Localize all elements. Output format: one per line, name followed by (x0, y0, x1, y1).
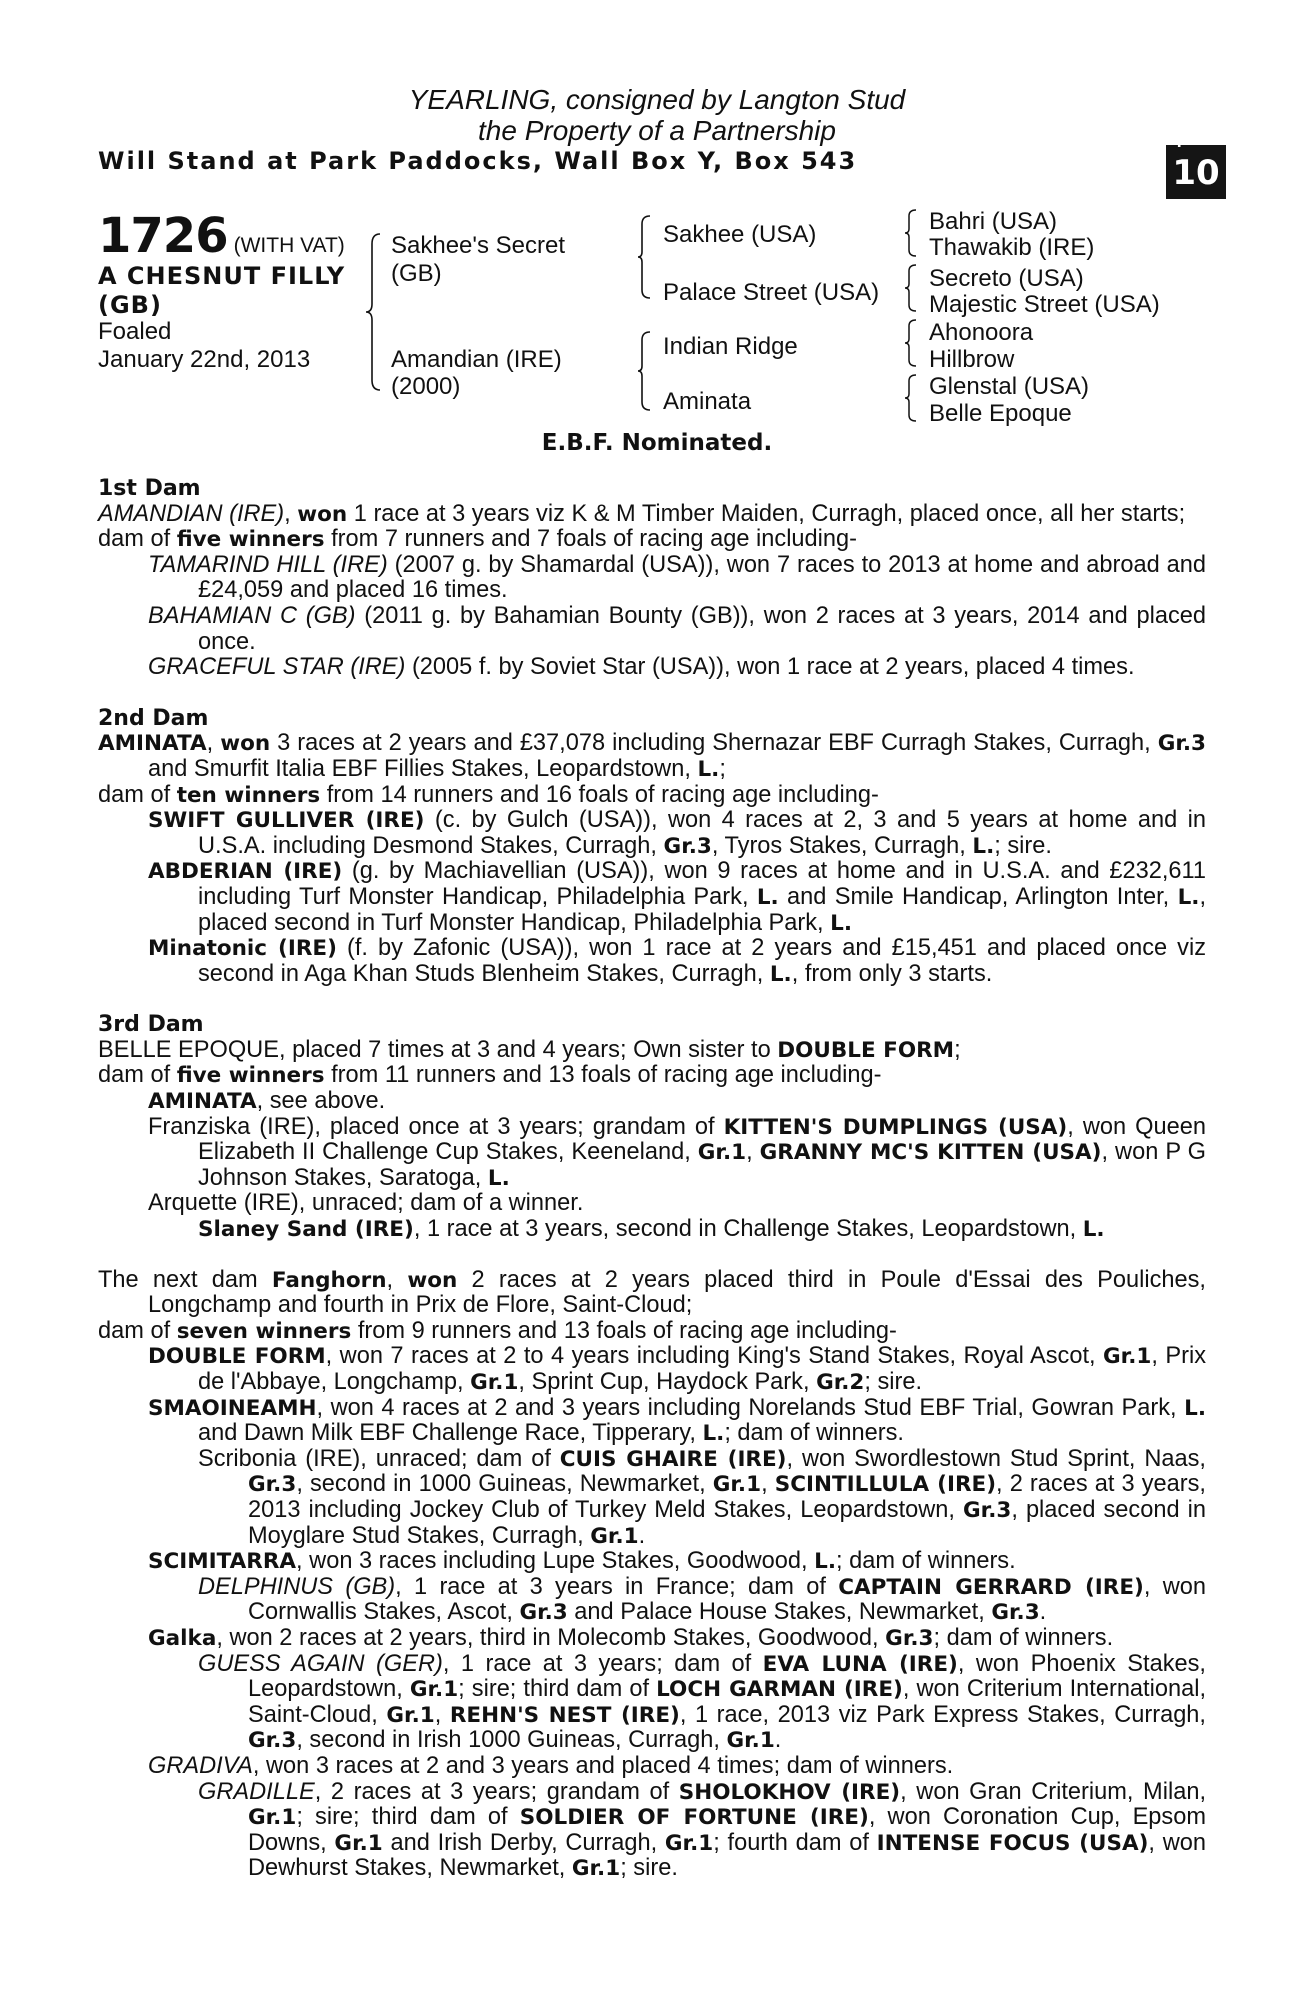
text: won (220, 731, 271, 757)
text: L. (1184, 1395, 1206, 1421)
text: ; sire. (994, 832, 1052, 859)
text: Gr.1 (1103, 1344, 1152, 1370)
text: Gr.1 (248, 1805, 297, 1831)
text: Gr.3 (963, 1497, 1012, 1523)
pedigree-g8: Belle Epoque (929, 400, 1072, 427)
list-item (98, 1652, 1206, 1754)
dam-name: AMANDIAN (IRE) (98, 500, 285, 527)
foaled-date: January 22nd, 2013 (98, 346, 311, 373)
text: ; (954, 1036, 961, 1063)
text: , won 7 races at 2 to 4 years including King's Stand Stakes, Royal Ascot, (325, 1343, 1104, 1370)
text: and Irish Derby, Curragh, (382, 1829, 665, 1856)
text: L. (769, 961, 792, 987)
text: , won Queen Elizabeth II Challenge Cup Stakes, Keeneland, (198, 1113, 1206, 1166)
first-dam-record (98, 502, 1206, 528)
pedigree-g4: Majestic Street (USA) (929, 291, 1160, 318)
text: KITTEN'S DUMPLINGS (USA) (723, 1114, 1068, 1140)
text: CUIS GHAIRE (IRE) (559, 1446, 787, 1472)
text: ; fourth dam of (713, 1829, 877, 1856)
text: , won Gran Criterium, Milan, (900, 1778, 1206, 1805)
list-item (98, 1549, 1206, 1575)
text: , second in 1000 Guineas, Newmarket, (296, 1471, 713, 1498)
pedigree-bracket-g2 (904, 262, 920, 314)
text: won (297, 501, 348, 527)
pedigree-g6: Hillbrow (929, 346, 1015, 373)
text: Gr.1 (386, 1702, 435, 1728)
foaled-label: Foaled (98, 318, 172, 345)
text: ; dam of winners. (933, 1624, 1114, 1651)
badge-10 (1166, 128, 1226, 199)
text: Fanghorn (271, 1267, 387, 1293)
list-item (98, 1575, 1206, 1626)
pedigree-dam-sire: Indian Ridge (663, 333, 798, 360)
list-item (98, 553, 1206, 604)
text: ; dam of winners. (836, 1548, 1016, 1575)
text: Gr.3 (519, 1600, 568, 1626)
text: dam of (98, 526, 177, 553)
text: , won 3 races at 2 and 3 years and placed 4 times; dam of winners. (252, 1752, 954, 1779)
text: , won Dewhurst Stakes, Newmarket, (248, 1829, 1206, 1882)
text: (2007 g. by Shamardal (USA)), won 7 races to 2013 at home and abroad and £24,059 and placed 16 times. (198, 551, 1207, 604)
text: GUESS AGAIN (GER) (198, 1650, 443, 1677)
text: L. (830, 910, 853, 936)
text: , Tyros Stakes, Curragh, (711, 832, 973, 859)
text: , 1 race at 3 years; dam of (442, 1650, 763, 1677)
badge-plus: + (1170, 128, 1189, 153)
pedigree-bracket-dam (636, 328, 656, 414)
text: dam of (98, 781, 177, 808)
text: TAMARIND HILL (IRE) (148, 551, 388, 578)
pedigree-sire: Sakhee's Secret (391, 232, 566, 259)
ebf-nomination: E.B.F. Nominated. (541, 430, 773, 456)
text: , Prix de l'Abbaye, Longchamp, (198, 1343, 1206, 1395)
second-dam-record (98, 731, 1206, 782)
text: Gr.1 (664, 1830, 714, 1856)
text: , won Coronation Cup, Epsom Downs, (248, 1804, 1207, 1856)
pedigree-g7: Glenstal (USA) (929, 373, 1090, 400)
text: , won 3 races including Lupe Stakes, Goodwood, (296, 1548, 815, 1575)
text: from 7 runners and 7 foals of racing age including- (324, 526, 858, 553)
text: (g. by Machiavellian (USA)), won 9 races at home and in U.S.A. and £232,611 including Turf Monster Handicap, Philadelphia Park, (198, 858, 1206, 910)
text: BAHAMIAN C (GB) (148, 602, 356, 629)
text: INTENSE FOCUS (USA) (876, 1830, 1149, 1856)
first-dam-produce (98, 527, 1206, 553)
text: Arquette (IRE), unraced; dam of a winner. (148, 1190, 584, 1217)
text: ten winners (176, 782, 321, 808)
text: SWIFT GULLIVER (IRE) (148, 808, 425, 834)
text: L. (697, 756, 720, 782)
text: . (1039, 1599, 1047, 1626)
pedigree-bracket-g3 (904, 317, 920, 369)
text: SCINTILLULA (IRE) (774, 1472, 997, 1498)
text: Minatonic (IRE) (148, 936, 337, 962)
text: Gr.1 (470, 1370, 519, 1395)
text: Gr.1 (590, 1523, 639, 1549)
text: , won Swordlestown Stud Sprint, Naas, (786, 1445, 1206, 1472)
text: , 1 race at 3 years in France; dam of (395, 1573, 839, 1600)
text: Franziska (IRE), placed once at 3 years; grandam of (148, 1113, 724, 1140)
third-dam-record (98, 1038, 1206, 1064)
text: . (638, 1522, 646, 1549)
text: Gr.1 (726, 1728, 775, 1754)
consignment-line: YEARLING, consigned by Langton Stud (408, 84, 906, 115)
fourth-dam-produce (98, 1319, 1206, 1345)
text: (f. by Zafonic (USA)), won 1 race at 2 years and £15,451 and placed once viz second in Aga Khan Studs Blenheim Stakes, Curragh, (198, 935, 1207, 987)
pedigree-bracket-main (364, 232, 384, 394)
text: EVA LUNA (IRE) (762, 1651, 958, 1677)
text: DOUBLE FORM (148, 1344, 326, 1370)
third-dam-heading: 3rd Dam (98, 1012, 204, 1038)
text: , (746, 1139, 760, 1166)
second-dam-heading: 2nd Dam (98, 705, 209, 731)
text: ; sire; third dam of (296, 1804, 520, 1831)
text: DOUBLE FORM (777, 1037, 955, 1063)
text: , 2 races at 3 years; grandam of (314, 1778, 679, 1805)
horse-description (98, 262, 345, 320)
vat-note: (WITH VAT) (233, 234, 345, 257)
text: Gr.3 (248, 1472, 297, 1498)
text: from 14 runners and 16 foals of racing age including- (320, 781, 879, 808)
pedigree-sire-origin: (GB) (391, 260, 442, 287)
text: SHOLOKHOV (IRE) (678, 1779, 901, 1805)
text: Gr.3 (663, 833, 712, 859)
text: ; (719, 755, 726, 782)
text: GRANNY MC'S KITTEN (USA) (759, 1140, 1102, 1166)
text: from 9 runners and 13 foals of racing age including- (351, 1317, 897, 1344)
text: , (761, 1471, 775, 1498)
text: L. (756, 884, 779, 910)
list-item (98, 1754, 1206, 1780)
text: seven winners (176, 1318, 352, 1344)
text: ABDERIAN (IRE) (148, 859, 343, 885)
text: L. (1177, 884, 1200, 910)
text: , placed second in Turf Monster Handicap, Philadelphia Park, (198, 883, 1207, 936)
text: , placed second in Moyglare Stud Stakes, Curragh, (248, 1496, 1206, 1549)
foaled-info (98, 318, 310, 374)
text: REHN'S NEST (IRE) (449, 1702, 680, 1728)
text: SMAOINEAMH (148, 1395, 317, 1421)
pedigree-g1: Bahri (USA) (929, 208, 1058, 235)
badge-number: 10 (1172, 153, 1220, 193)
text: , (206, 730, 221, 757)
pedigree-g5: Ahonoora (929, 319, 1034, 346)
text: Gr.1 (409, 1677, 459, 1703)
text: , (284, 500, 298, 527)
stand-location: Will Stand at Park Paddocks, Wall Box Y, Box 543 (98, 147, 858, 175)
text: ; sire. (864, 1369, 923, 1395)
text: five winners (176, 1063, 325, 1089)
text: , 1 race, 2013 viz Park Express Stakes, Curragh, (679, 1701, 1206, 1728)
fourth-dam-record (98, 1268, 1206, 1319)
pedigree-sire-dam: Palace Street (USA) (663, 279, 880, 306)
text: CAPTAIN GERRARD (IRE) (838, 1574, 1144, 1600)
text: ; sire. (620, 1855, 678, 1882)
list-item (98, 604, 1206, 655)
text: AMINATA (98, 731, 207, 757)
text: dam of (98, 1062, 177, 1089)
text: Galka (148, 1625, 217, 1651)
text: , (434, 1701, 450, 1728)
text: from 11 runners and 13 foals of racing age including- (324, 1062, 882, 1089)
text: , won Phoenix Stakes, Leopardstown, (248, 1650, 1206, 1703)
text: DELPHINUS (GB) (198, 1573, 396, 1600)
lot-heading (98, 208, 345, 264)
text: Gr.1 (334, 1830, 383, 1856)
second-dam-produce (98, 783, 1206, 809)
pedigree-g3: Secreto (USA) (929, 265, 1084, 292)
text: L. (702, 1421, 725, 1447)
text: , 2 races at 3 years, 2013 including Jockey Club of Turkey Meld Stakes, Leopardstown, (248, 1471, 1206, 1523)
text: AMINATA (148, 1089, 257, 1115)
list-item (98, 1396, 1206, 1447)
pedigree-bracket-g1 (904, 207, 920, 259)
text: , won 2 races at 2 years, third in Molecomb Stakes, Goodwood, (216, 1624, 886, 1651)
text: five winners (176, 527, 325, 553)
text: Slaney Sand (IRE) (198, 1217, 414, 1243)
text: dam of (98, 1317, 177, 1344)
pedigree-dam-dam: Aminata (663, 388, 752, 415)
horse-line-1: A CHESNUT FILLY (98, 262, 346, 290)
text: and Palace House Stakes, Newmarket, (567, 1599, 992, 1626)
text: , won 4 races at 2 and 3 years including Norelands Stud EBF Trial, Gowran Park, (316, 1394, 1185, 1421)
list-item (98, 1217, 1206, 1243)
text: ; dam of winners. (724, 1420, 904, 1447)
text: GRADIVA (148, 1752, 253, 1779)
text: , second in Irish 1000 Guineas, Curragh, (296, 1727, 727, 1754)
text: 2 races at 2 years placed third in Poule d'Essai des Pouliches, Longchamp and fourth in Prix de Flore, Saint-Cloud; (148, 1266, 1206, 1319)
text: Gr.3 (1157, 731, 1206, 757)
text: . (774, 1727, 782, 1754)
text: and Dawn Milk EBF Challenge Race, Tipperary, (198, 1420, 703, 1447)
text: Gr.3 (885, 1625, 934, 1651)
list-item (98, 1115, 1206, 1192)
text: GRACEFUL STAR (IRE) (148, 654, 406, 681)
text: Gr.1 (571, 1856, 621, 1882)
text: SCIMITARRA (148, 1549, 297, 1575)
list-item (98, 1626, 1206, 1652)
list-item (98, 808, 1206, 859)
text: 3 races at 2 years and £37,078 including Shernazar EBF Curragh Stakes, Curragh, (270, 730, 1158, 757)
produce-record (98, 476, 1206, 1882)
list-item (98, 1344, 1206, 1395)
text: Gr.3 (248, 1728, 297, 1754)
text: , 1 race at 3 years, second in Challenge Stakes, Leopardstown, (413, 1216, 1083, 1243)
text: , won Criterium International, Saint-Cloud, (248, 1676, 1207, 1728)
text: SOLDIER OF FORTUNE (IRE) (519, 1805, 869, 1831)
text: ; sire; third dam of (458, 1676, 657, 1703)
text: , see above. (256, 1088, 386, 1115)
text: , Sprint Cup, Haydock Park, (518, 1369, 817, 1395)
text: Gr.3 (991, 1600, 1040, 1626)
text: Gr.2 (816, 1370, 865, 1395)
text: , (386, 1266, 408, 1293)
text: 1 race at 3 years viz K & M Timber Maiden, Curragh, placed once, all her starts; (347, 500, 1186, 527)
list-item (98, 1447, 1206, 1549)
list-item (98, 1191, 1206, 1217)
pedigree-bracket-sire (636, 212, 656, 302)
horse-line-2: (GB) (98, 291, 162, 319)
lot-number: 1726 (98, 208, 228, 264)
first-dam-heading: 1st Dam (98, 476, 201, 501)
text: BELLE EPOQUE, placed 7 times at 3 and 4 years; Own sister to (98, 1036, 778, 1063)
third-dam-produce (98, 1063, 1206, 1089)
text: Gr.1 (697, 1140, 747, 1166)
text: , won P G Johnson Stakes, Saratoga, (198, 1139, 1206, 1191)
text: , from only 3 starts. (791, 960, 993, 987)
text: The next dam (98, 1266, 272, 1293)
text: L. (814, 1549, 836, 1575)
text: Scribonia (IRE), unraced; dam of (198, 1445, 560, 1472)
list-item (98, 1780, 1206, 1882)
list-item (98, 936, 1206, 987)
text: Gr.1 (712, 1472, 762, 1498)
pedigree-dam-year: (2000) (391, 373, 461, 400)
list-item (98, 859, 1206, 936)
pedigree-sire-sire: Sakhee (USA) (663, 221, 817, 248)
list-item (98, 1089, 1206, 1115)
text: , won Cornwallis Stakes, Ascot, (248, 1573, 1206, 1626)
text: L. (972, 833, 995, 859)
text: GRADILLE (198, 1778, 315, 1805)
list-item (98, 655, 1206, 681)
text: (c. by Gulch (USA)), won 4 races at 2, 3 and 5 years at home and in U.S.A. including Desmond Stakes, Curragh, (198, 807, 1207, 859)
pedigree-dam: Amandian (IRE) (391, 346, 562, 373)
text: (2011 g. by Bahamian Bounty (GB)), won 2 races at 3 years, 2014 and placed once. (198, 602, 1207, 655)
text: and Smurfit Italia EBF Fillies Stakes, Leopardstown, (148, 755, 698, 782)
ownership-line: the Property of a Partnership (478, 115, 836, 146)
text: won (407, 1267, 458, 1293)
text: L. (1082, 1217, 1105, 1243)
text: LOCH GARMAN (IRE) (656, 1677, 903, 1703)
pedigree-g2: Thawakib (IRE) (929, 234, 1095, 261)
text: L. (487, 1165, 510, 1191)
pedigree-bracket-g4 (904, 372, 920, 424)
text: and Smile Handicap, Arlington Inter, (778, 883, 1178, 910)
text: (2005 f. by Soviet Star (USA)), won 1 race at 2 years, placed 4 times. (405, 654, 1135, 681)
